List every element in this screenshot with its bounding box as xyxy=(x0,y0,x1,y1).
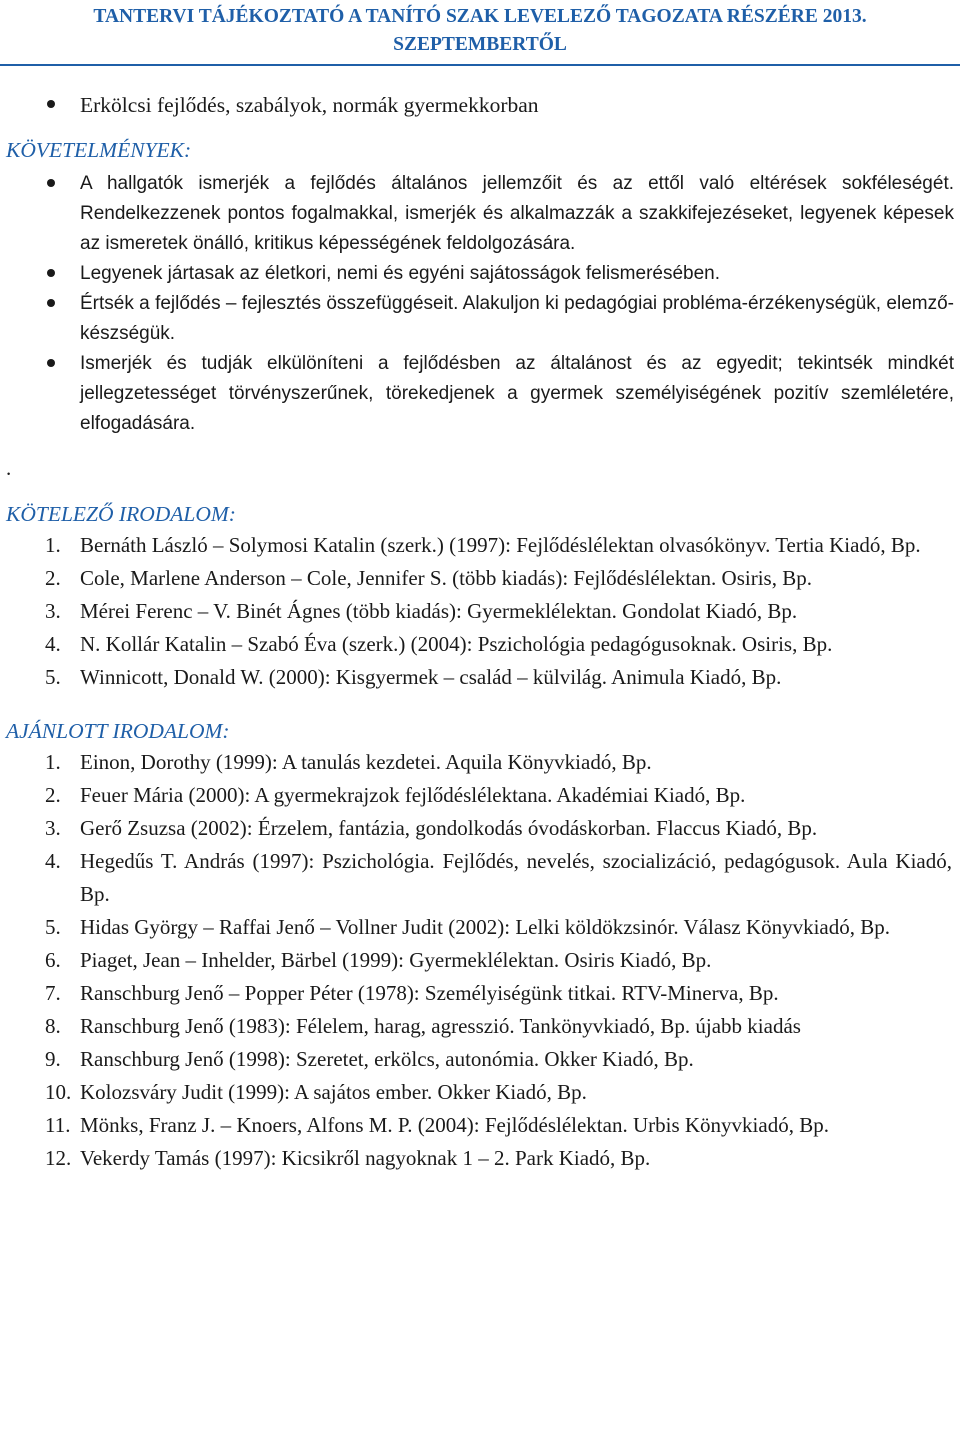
header-title-line1: TANTERVI TÁJÉKOZTATÓ A TANÍTÓ SZAK LEVELEZŐ TAGOZATA RÉSZÉRE 2013. xyxy=(93,6,867,27)
list-item: A hallgatók ismerjék a fejlődés általános jellemzőit és az ettől való eltérések sokféleségét. Rendelkezzenek pontos fogalmakkal, ismerjék és alkalmazzák a szakkifejezéseket, legyenek képesek az ismeretek önálló, kritikus képességének feldolgozására. xyxy=(0,169,960,259)
item-text: Winnicott, Donald W. (2000): Kisgyermek – család – külvilág. Animula Kiadó, Bp. xyxy=(80,664,782,689)
item-number: 10. xyxy=(45,1079,72,1104)
item-number: 2. xyxy=(45,782,61,807)
list-item xyxy=(0,977,960,1010)
item-number: 7. xyxy=(45,980,61,1005)
list-item xyxy=(0,746,960,779)
list-item xyxy=(0,1010,960,1043)
item-text: Bernáth László – Solymosi Katalin (szerk.) (1997): Fejlődéslélektan olvasókönyv. Tertia Kiadó, Bp. xyxy=(80,532,921,557)
list-item xyxy=(0,628,960,661)
item-number: 2. xyxy=(45,565,61,590)
mandatory-literature-title: KÖTELEZŐ IRODALOM: xyxy=(6,501,236,526)
list-item xyxy=(0,562,960,595)
list-item: Erkölcsi fejlődés, szabályok, normák gyermekkorban xyxy=(0,90,960,121)
list-item xyxy=(0,661,960,694)
item-text: Vekerdy Tamás (1997): Kicsikről nagyoknak 1 – 2. Park Kiadó, Bp. xyxy=(80,1145,651,1170)
list-item: Legyenek jártasak az életkori, nemi és egyéni sajátosságok felismerésében. xyxy=(0,259,960,289)
list-item xyxy=(0,812,960,845)
list-item xyxy=(0,595,960,628)
stray-dot: . xyxy=(6,455,12,480)
list-item xyxy=(0,845,960,911)
recommended-literature-list xyxy=(0,746,960,1175)
item-text: Piaget, Jean – Inhelder, Bärbel (1999): Gyermeklélektan. Osiris Kiadó, Bp. xyxy=(80,947,712,972)
item-number: 3. xyxy=(45,815,61,840)
list-item xyxy=(0,911,960,944)
page-header xyxy=(0,0,960,66)
item-text: Ranschburg Jenő – Popper Péter (1978): Személyiségünk titkai. RTV-Minerva, Bp. xyxy=(80,980,779,1005)
item-number: 4. xyxy=(45,848,61,873)
item-text: Kolozsváry Judit (1999): A sajátos ember. Okker Kiadó, Bp. xyxy=(80,1079,587,1104)
item-number: 1. xyxy=(45,532,61,557)
item-text: Ranschburg Jenő (1998): Szeretet, erkölcs, autonómia. Okker Kiadó, Bp. xyxy=(80,1046,694,1071)
list-item xyxy=(0,1076,960,1109)
item-number: 1. xyxy=(45,749,61,774)
item-text: Mérei Ferenc – V. Binét Ágnes (több kiadás): Gyermeklélektan. Gondolat Kiadó, Bp. xyxy=(80,598,798,623)
item-text: Einon, Dorothy (1999): A tanulás kezdetei. Aquila Könyvkiadó, Bp. xyxy=(80,749,652,774)
item-number: 4. xyxy=(45,631,61,656)
item-number: 8. xyxy=(45,1013,61,1038)
document-body xyxy=(0,90,960,1175)
list-item xyxy=(0,529,960,562)
item-text: Mönks, Franz J. – Knoers, Alfons M. P. (2004): Fejlődéslélektan. Urbis Könyvkiadó, Bp. xyxy=(80,1112,829,1137)
item-text: Gerő Zsuzsa (2002): Érzelem, fantázia, gondolkodás óvodáskorban. Flaccus Kiadó, Bp. xyxy=(80,815,818,840)
list-item xyxy=(0,1043,960,1076)
mandatory-literature-list xyxy=(0,529,960,694)
topic-list xyxy=(0,90,960,121)
item-number: 5. xyxy=(45,914,61,939)
recommended-literature-title: AJÁNLOTT IRODALOM: xyxy=(6,718,230,743)
item-text: Feuer Mária (2000): A gyermekrajzok fejlődéslélektana. Akadémiai Kiadó, Bp. xyxy=(80,782,746,807)
item-number: 12. xyxy=(45,1145,72,1170)
item-number: 3. xyxy=(45,598,61,623)
item-number: 11. xyxy=(45,1112,71,1137)
item-text: Ranschburg Jenő (1983): Félelem, harag, agresszió. Tankönyvkiadó, Bp. újabb kiadás xyxy=(80,1013,801,1038)
list-item xyxy=(0,779,960,812)
list-item: Ismerjék és tudják elkülöníteni a fejlődésben az általánost és az egyedit; tekintsék mindkét jellegzetességet törvényszerűnek, törekedjenek a gyermek személyiségének pozitív szemléletére, elfogadására. xyxy=(0,349,960,439)
item-text: N. Kollár Katalin – Szabó Éva (szerk.) (2004): Pszichológia pedagógusoknak. Osiris, Bp. xyxy=(80,631,833,656)
list-item: Értsék a fejlődés – fejlesztés összefüggéseit. Alakuljon ki pedagógiai probléma-érzékenységük, elemző-készségük. xyxy=(0,289,960,349)
requirements-list xyxy=(0,169,960,439)
item-text: Hegedűs T. András (1997): Pszichológia. Fejlődés, nevelés, szocializáció, pedagógusok. Aula Kiadó, Bp. xyxy=(80,848,952,906)
item-text: Cole, Marlene Anderson – Cole, Jennifer S. (több kiadás): Fejlődéslélektan. Osiris, Bp. xyxy=(80,565,812,590)
item-text: Hidas György – Raffai Jenő – Vollner Judit (2002): Lelki köldökzsinór. Válasz Könyvkiadó, Bp. xyxy=(80,914,890,939)
item-number: 6. xyxy=(45,947,61,972)
requirements-title: KÖVETELMÉNYEK: xyxy=(6,137,192,162)
list-item xyxy=(0,944,960,977)
header-title-line2: SZEPTEMBERTŐL xyxy=(393,34,567,55)
list-item xyxy=(0,1142,960,1175)
list-item xyxy=(0,1109,960,1142)
item-number: 5. xyxy=(45,664,61,689)
item-number: 9. xyxy=(45,1046,61,1071)
